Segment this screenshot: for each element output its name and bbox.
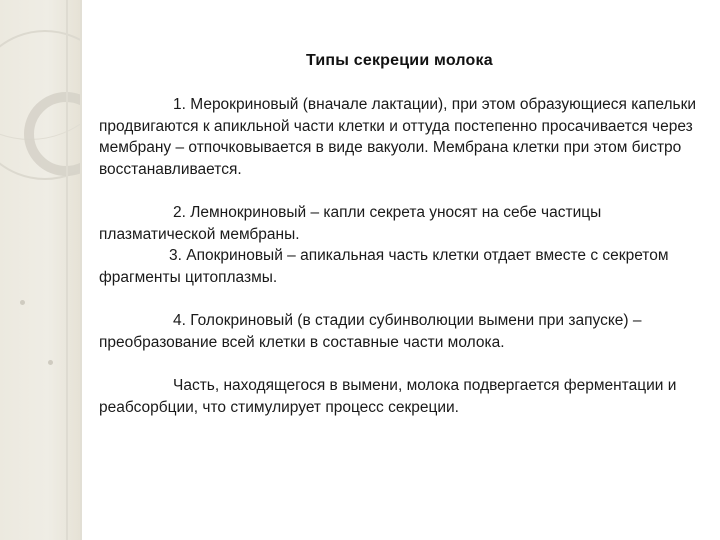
decorative-dot (48, 360, 53, 365)
paragraph-holocrine: 4. Голокриновый (в стадии субинволюции вымени при запуске) – преобразование всей клетки в составные части молока. (99, 312, 642, 351)
sheet-edge-divider (80, 0, 82, 540)
decorative-dot (20, 300, 25, 305)
slide-body (99, 94, 699, 440)
slide-title: Типы секреции молока (306, 52, 493, 69)
paragraph-lemnocrine: 2. Лемнокриновый – капли секрета уносят на себе частицы плазматической мембраны. (99, 204, 602, 243)
paragraph-merocrine: 1. Мерокриновый (вначале лактации), при этом образующиеся капельки продвигаются к апикльной части клетки и оттуда постепенно просачивается через мембрану – отпочковывается в виде вакуоли. Мембрана клетки при этом бистро восстанавливается. (99, 96, 697, 178)
decorative-line (66, 0, 68, 540)
decorative-side-band (0, 0, 80, 540)
paragraph-conclusion: Часть, находящегося в вымени, молока подвергается ферментации и реабсорбции, что стимулирует процесс секреции. (99, 377, 677, 416)
paragraph-apocrine: 3. Апокриновый – апикальная часть клетки отдает вместе с секретом фрагменты цитоплазмы. (99, 247, 669, 286)
